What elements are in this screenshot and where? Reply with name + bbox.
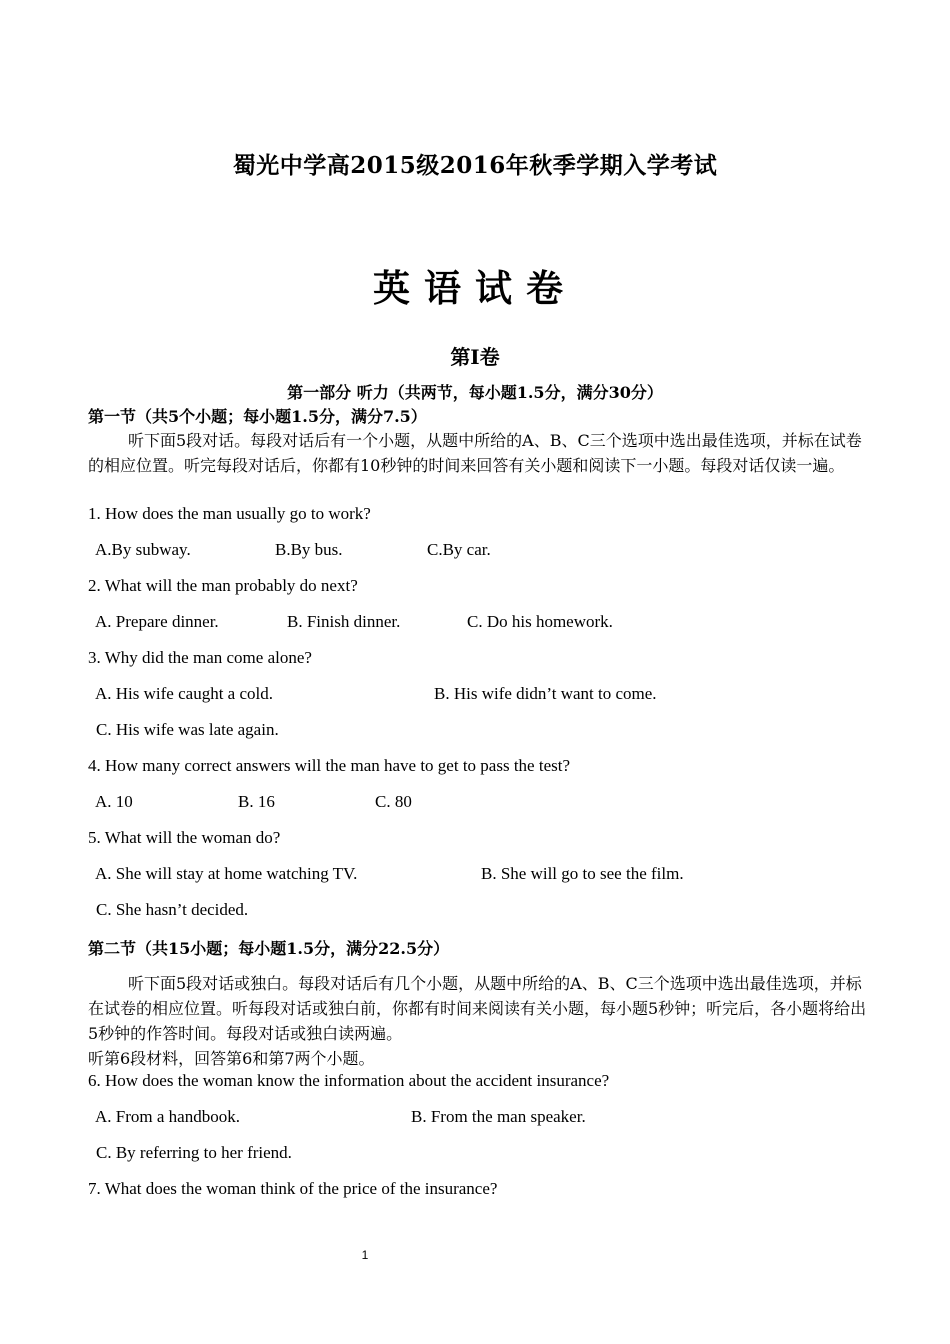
q6-option-a: A. From a handbook. <box>95 1107 240 1126</box>
q2-option-a: A. Prepare dinner. <box>95 612 219 631</box>
section1-heading: 第一节（共5个小题；每小题1.5分，满分7.5） <box>88 407 427 426</box>
question-1: 1. How does the man usually go to work? <box>88 504 371 523</box>
q4-option-b: B. 16 <box>238 792 275 811</box>
q1-option-b: B.By bus. <box>275 540 343 559</box>
volume-title: 第Ⅰ卷 <box>450 345 500 369</box>
section2-instructions: 听下面5段对话或独白。每段对话后有几个小题，从题中所给的A、B、C三个选项中选出最佳选项，并标在试卷的相应位置。听每段对话或独白前，你都有时间来阅读有关小题，每小题5秒钟；听完后，各小题将给出5秒钟的作答时间。每段对话或独白读两遍。 <box>88 974 867 1043</box>
school-title: 蜀光中学高2015级2016年秋季学期入学考试 <box>232 152 718 179</box>
q5-option-b: B. She will go to see the film. <box>481 864 684 883</box>
question-7: 7. What does the woman think of the price of the insurance? <box>88 1179 498 1198</box>
q6-option-c: C. By referring to her friend. <box>96 1143 292 1162</box>
q4-option-a: A. 10 <box>95 792 133 811</box>
q5-option-a: A. She will stay at home watching TV. <box>95 864 358 883</box>
q3-option-c: C. His wife was late again. <box>96 720 279 739</box>
q1-option-a: A.By subway. <box>95 540 191 559</box>
q5-option-c: C. She hasn’t decided. <box>96 900 249 919</box>
q3-option-a: A. His wife caught a cold. <box>95 684 273 703</box>
section2-heading: 第二节（共15小题；每小题1.5分，满分22.5分） <box>88 939 450 958</box>
section2-material-note: 听第6段材料，回答第6和第7两个小题。 <box>88 1049 375 1068</box>
page-number: 1 <box>361 1248 369 1262</box>
question-6: 6. How does the woman know the information about the accident insurance? <box>88 1071 610 1090</box>
question-2: 2. What will the man probably do next? <box>88 576 358 595</box>
q2-option-b: B. Finish dinner. <box>287 612 401 631</box>
q1-option-c: C.By car. <box>427 540 491 559</box>
q6-option-b: B. From the man speaker. <box>411 1107 586 1126</box>
part-title: 第一部分 听力（共两节，每小题1.5分，满分30分） <box>287 383 663 402</box>
question-3: 3. Why did the man come alone? <box>88 648 312 667</box>
question-5: 5. What will the woman do? <box>88 828 281 847</box>
question-4: 4. How many correct answers will the man have to get to pass the test? <box>88 756 571 775</box>
subject-title: 英语试卷 <box>373 267 577 310</box>
section1-instructions: 听下面5段对话。每段对话后有一个小题，从题中所给的A、B、C三个选项中选出最佳选项，并标在试卷的相应位置。听完每段对话后，你都有10秒钟的时间来回答有关小题和阅读下一小题。每段对话仅读一遍。 <box>88 431 862 475</box>
q4-option-c: C. 80 <box>375 792 412 811</box>
q3-option-b: B. His wife didn’t want to come. <box>434 684 657 703</box>
q2-option-c: C. Do his homework. <box>467 612 613 631</box>
